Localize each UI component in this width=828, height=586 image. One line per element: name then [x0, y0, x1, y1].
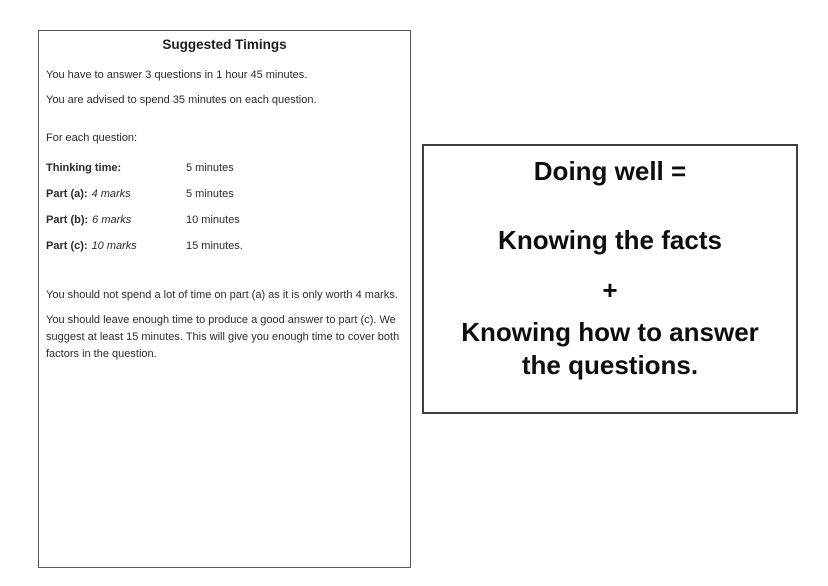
timing-value: 10 minutes — [186, 214, 240, 226]
timing-table — [46, 160, 403, 255]
timing-label-text: Part (a): — [46, 188, 88, 200]
knowing-answer-line: Knowing how to answer the questions. — [461, 317, 759, 380]
intro-paragraph-1: You have to answer 3 questions in 1 hour 45 minutes. — [46, 69, 308, 81]
intro-paragraph-2: You are advised to spend 35 minutes on each question. — [46, 94, 317, 106]
plus-sign: + — [602, 275, 618, 305]
timing-label — [46, 160, 186, 177]
timing-label — [46, 186, 186, 203]
panel-title: Suggested Timings — [162, 37, 287, 52]
timing-marks: 10 marks — [91, 240, 137, 252]
doing-well-panel — [422, 144, 798, 414]
timing-label-text: Thinking time: — [46, 162, 122, 174]
timing-value: 5 minutes — [186, 162, 234, 174]
timing-row — [46, 212, 403, 229]
timing-label — [46, 238, 186, 255]
section-label: For each question: — [46, 132, 138, 144]
timing-marks: 4 marks — [91, 188, 131, 200]
timing-row — [46, 186, 403, 203]
suggested-timings-panel — [38, 30, 411, 568]
timing-marks: 6 marks — [92, 214, 132, 226]
knowing-facts-line: Knowing the facts — [498, 225, 722, 255]
advice-paragraph-1: You should not spend a lot of time on part (a) as it is only worth 4 marks. — [46, 289, 398, 301]
timing-row — [46, 160, 403, 177]
advice-paragraph-2: You should leave enough time to produce a good answer to part (c). We suggest at least 15 minutes. This will give you enough time to cover both factors in the question. — [46, 314, 400, 360]
timing-label — [46, 212, 186, 229]
timing-value: 15 minutes. — [186, 240, 243, 252]
timing-row — [46, 238, 403, 255]
timing-label-text: Part (b): — [46, 214, 89, 226]
doing-well-heading: Doing well = — [533, 156, 687, 186]
timing-label-text: Part (c): — [46, 240, 88, 252]
timing-value: 5 minutes — [186, 188, 234, 200]
